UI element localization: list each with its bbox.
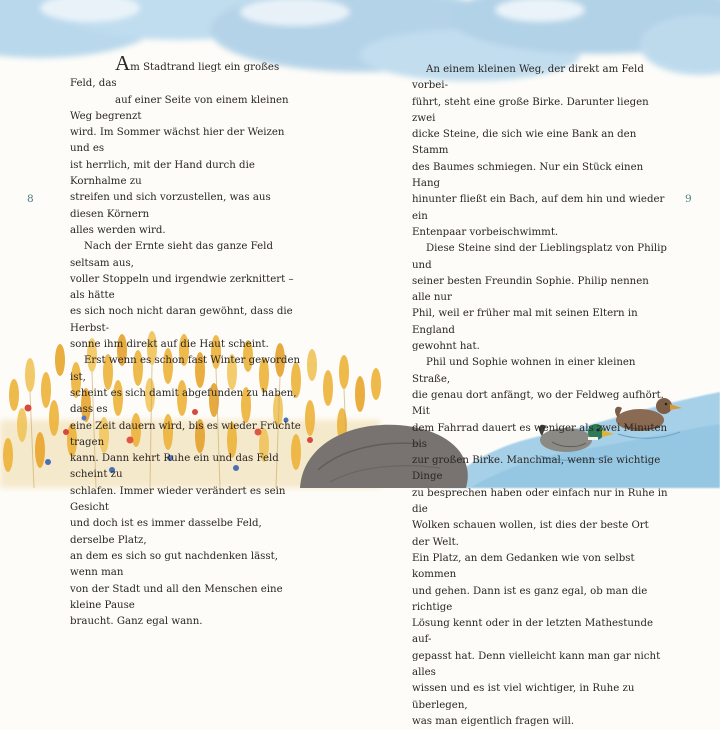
text-line: voller Stoppeln und irgendwie zerknittert – als hätte — [70, 273, 294, 302]
text-line: schlafen. Immer wieder verändert es sein Gesicht — [70, 485, 286, 514]
text-line: eine Zeit dauern wird, bis es wieder Früchte tragen — [70, 420, 301, 448]
text-line: die genau dort anfängt, wo der Feldweg aufhört. Mit — [412, 389, 664, 418]
text-line: wird. Im Sommer wächst hier der Weizen und es — [70, 127, 285, 155]
page-number-right: 9 — [685, 193, 692, 205]
text-line: streifen und sich vorzustellen, was aus diesen Körnern — [70, 192, 271, 220]
text-line: m Stadtrand liegt ein großes Feld, das — [70, 62, 280, 90]
text-line: Phil, weil er früher mal mit seinen Eltern in England — [412, 308, 638, 336]
text-line: Nach der Ernte sieht das ganze Feld seltsam aus, — [70, 241, 273, 269]
text-line: kann. Dann kehrt Ruhe ein und das Feld scheint zu — [70, 453, 279, 481]
text-line: Entenpaar vorbeischwimmt. — [412, 226, 559, 238]
text-line: führt, steht eine große Birke. Darunter liegen zwei — [412, 96, 649, 124]
text-line: an dem es sich so gut nachdenken lässt, wenn man — [70, 550, 278, 579]
page-number-left: 8 — [27, 193, 34, 205]
text-line: zur großen Birke. Manchmal, wenn sie wichtige Dinge — [412, 455, 661, 483]
text-line: hinunter fließt ein Bach, auf dem hin und wieder ein — [412, 194, 665, 222]
text-line: Phil und Sophie wohnen in einer kleinen Straße, — [412, 357, 636, 385]
text-line: Diese Steine sind der Lieblingsplatz von Philip und — [412, 243, 667, 271]
text-line: scheint es sich damit abgefunden zu haben, dass es — [70, 387, 297, 416]
text-line: Wolken schauen wollen, ist dies der beste Ort der Welt. — [412, 520, 649, 548]
text-line: und doch ist es immer dasselbe Feld, derselbe Platz, — [70, 518, 262, 546]
text-line: des Baumes schmiegen. Nur ein Stück einen Hang — [412, 161, 644, 190]
text-line: An einem kleinen Weg, der direkt am Feld vorbei- — [412, 64, 644, 92]
right-page-text — [412, 62, 668, 730]
text-line: es sich noch nicht daran gewöhnt, dass die Herbst- — [70, 306, 293, 334]
text-line: auf einer Seite von einem kleinen Weg begrenzt — [70, 94, 289, 122]
text-line: sonne ihm direkt auf die Haut scheint. — [70, 339, 269, 351]
text-line: Lösung kennt oder in der letzten Mathestunde auf- — [412, 618, 654, 646]
text-line: wissen und es ist viel wichtiger, in Ruhe zu überlegen, — [412, 683, 635, 711]
text-line: seiner besten Freundin Sophie. Philip nennen alle nur — [412, 275, 649, 304]
left-paragraph-1 — [70, 51, 306, 93]
left-paragraph-1-line2 — [70, 93, 306, 126]
text-line: Ein Platz, an dem Gedanken wie von selbst kommen — [412, 552, 635, 581]
text-line: alles werden wird. — [70, 224, 166, 236]
text-line: was man eigentlich fragen will. — [412, 715, 575, 727]
text-line: Erst wenn es schon fast Winter geworden ist, — [70, 355, 301, 383]
text-line: zu besprechen haben oder einfach nur in Ruhe in die — [412, 487, 668, 516]
text-line: und gehen. Dann ist es ganz egal, ob man die richtige — [412, 585, 648, 613]
text-line: gepasst hat. Denn vielleicht kann man gar nicht alles — [412, 650, 661, 678]
left-page-text — [70, 51, 306, 630]
text-line: dem Fahrrad dauert es weniger als zwei Minuten bis — [412, 422, 668, 450]
text-line: ist herrlich, mit der Hand durch die Kornhalme zu — [70, 159, 255, 188]
drop-cap: A — [115, 51, 131, 75]
text-line: dicke Steine, die sich wie eine Bank an den Stamm — [412, 129, 637, 157]
text-line: braucht. Ganz egal wann. — [70, 616, 203, 628]
text-line: von der Stadt und all den Menschen eine kleine Pause — [70, 583, 283, 611]
text-line: gewohnt hat. — [412, 341, 480, 353]
